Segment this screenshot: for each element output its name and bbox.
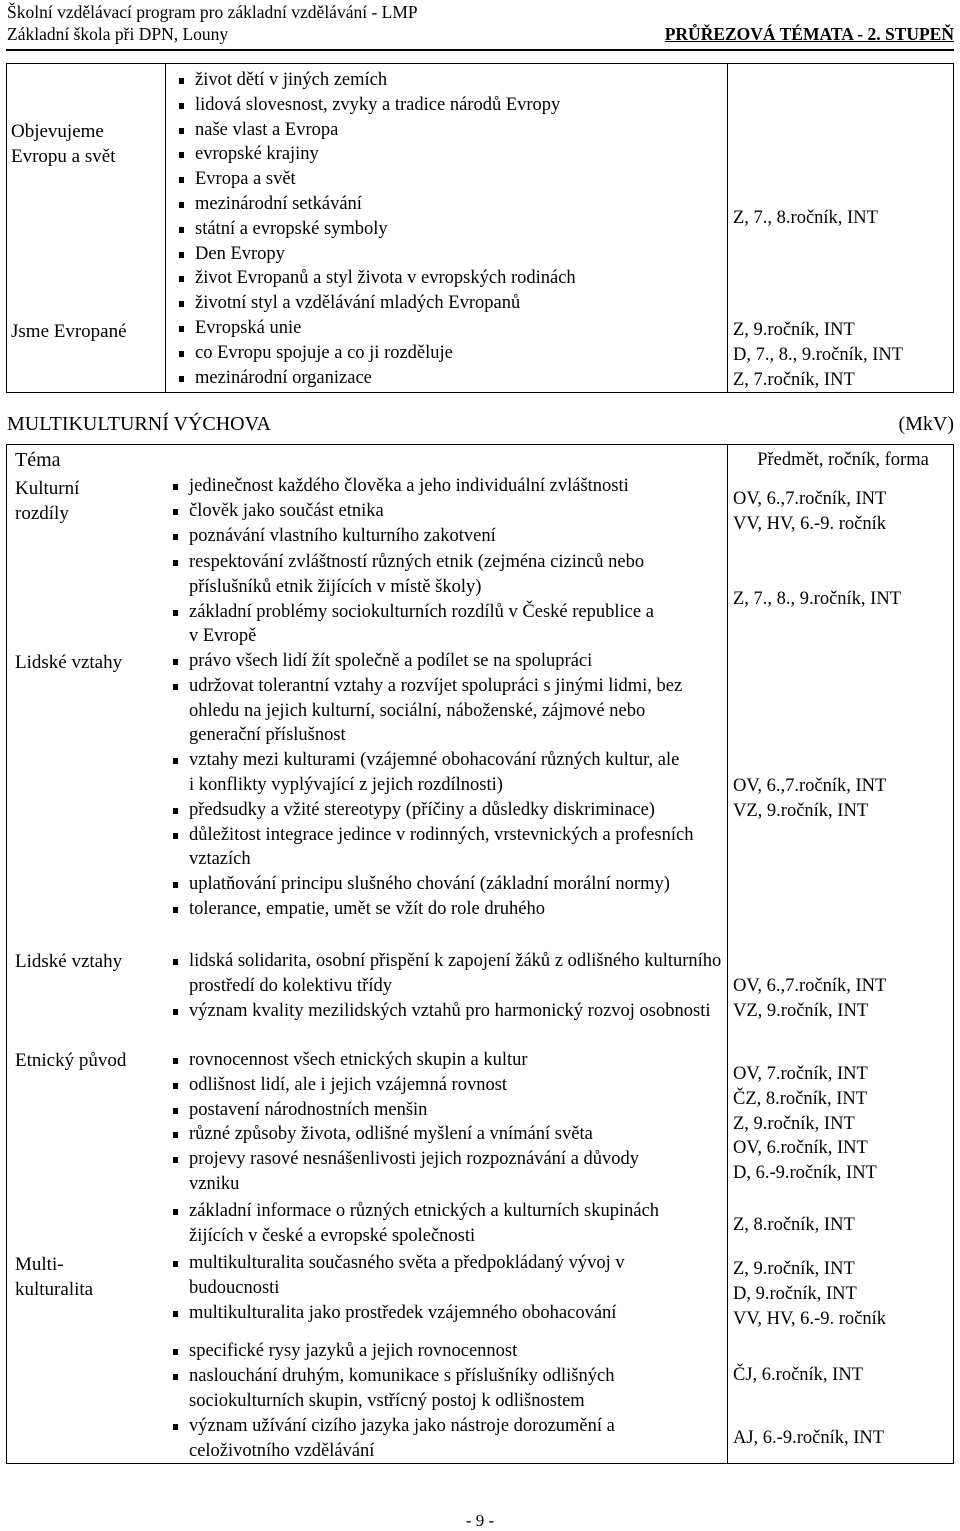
list-item: státní a evropské symboly (171, 217, 721, 242)
list-item: uplatňování principu slušného chování (základní morální normy) (165, 872, 719, 897)
list-item: rovnocennost všech etnických skupin a kultur (165, 1048, 665, 1073)
topic-items-list (165, 1251, 705, 1325)
mkv-table (6, 444, 954, 1464)
subject-line: VZ, 9.ročník, INT (733, 1000, 869, 1021)
subject-line: Z, 7., 8.ročník, INT (733, 208, 878, 228)
list-item: co Evropu spojuje a co ji rozděluje (171, 341, 721, 366)
list-item: význam kvality mezilidských vztahů pro harmonický rozvoj osobnosti (165, 999, 729, 1024)
list-item: lidská solidarita, osobní přispění k zapojení žáků z odlišného kulturního prostředí do kolektivu třídy (165, 949, 725, 999)
list-item: vztahy mezi kulturami (vzájemné obohacování různých kultur, ale i konflikty vyplývající z jejich rozdílnosti) (165, 748, 689, 798)
europe-items-list (171, 68, 721, 390)
subject-line: D, 7., 8., 9.ročník, INT (733, 344, 904, 365)
topic-items-list (165, 1048, 665, 1197)
list-item: Den Evropy (171, 242, 721, 267)
list-item: jedinečnost každého člověka a jeho individuální zvláštnosti (165, 474, 725, 499)
subject-line: AJ, 6.-9.ročník, INT (733, 1428, 885, 1448)
subject-cell (733, 1213, 855, 1238)
list-item: multikulturalita současného světa a předpokládaný vývoj v budoucnosti (165, 1251, 719, 1301)
list-item: poznávání vlastního kulturního zakotvení (165, 524, 725, 549)
topic-line: Multi- (15, 1254, 64, 1275)
list-item: Evropská unie (171, 316, 721, 341)
list-item: naslouchání druhým, komunikace s příslušníky odlišných sociokulturních skupin, vstřícný postoj k odlišnostem (165, 1364, 719, 1414)
topic-lidske-vztahy: Lidské vztahy (15, 652, 123, 673)
topic-kulturni-rozdily (15, 477, 155, 527)
subject-cell (733, 1257, 886, 1331)
list-item: multikulturalita jako prostředek vzájemného obohacování (165, 1301, 705, 1326)
europe-table (6, 63, 954, 393)
subject-line: Z, 7., 8., 9.ročník, INT (733, 589, 902, 609)
topic-items-list (165, 1199, 665, 1249)
list-item: evropské krajiny (171, 142, 721, 167)
topic-line: Kulturní (15, 478, 80, 499)
subject-line: OV, 6.ročník, INT (733, 1138, 868, 1159)
topic-items-list (165, 550, 665, 649)
subject-line: Z, 9.ročník, INT (733, 1259, 855, 1279)
subject-cell (733, 774, 886, 824)
subject-line: Z, 7.ročník, INT (733, 369, 855, 390)
topic-items-list (165, 474, 725, 548)
subject-cell (733, 1062, 877, 1186)
column-divider (727, 64, 728, 392)
topic-objevujeme: Objevujeme Evropu a svět (11, 121, 116, 167)
subject-line: ČZ, 8.ročník, INT (733, 1088, 868, 1109)
topic-items-list (165, 1414, 675, 1464)
subject-line: D, 9.ročník, INT (733, 1283, 857, 1304)
header-school-program: Školní vzdělávací program pro základní vzdělávání - LMP (7, 2, 418, 22)
column-header-topic: Téma (15, 449, 61, 471)
list-item: člověk jako součást etnika (165, 499, 725, 524)
column-divider (727, 445, 728, 1463)
subject-line: OV, 7.ročník, INT (733, 1064, 868, 1084)
subject-cell (733, 206, 878, 231)
header-rule (6, 49, 954, 51)
subject-line: VV, HV, 6.-9. ročník (733, 1308, 886, 1329)
subject-cell (733, 1363, 863, 1388)
list-item: mezinárodní setkávání (171, 192, 721, 217)
subject-line: OV, 6.,7.ročník, INT (733, 976, 887, 996)
list-item: různé způsoby života, odlišné myšlení a vnímání světa (165, 1122, 665, 1147)
subject-line: VZ, 9.ročník, INT (733, 800, 869, 821)
subject-cell (733, 487, 886, 537)
list-item: život dětí v jiných zemích (171, 68, 721, 93)
subject-cell (733, 1426, 884, 1451)
list-item: tolerance, empatie, umět se vžít do role druhého (165, 897, 725, 922)
header-section-title: PRŮŘEZOVÁ TÉMATA - 2. STUPEŇ (664, 24, 954, 44)
list-item: udržovat tolerantní vztahy a rozvíjet spolupráci s jinými lidmi, bez ohledu na jejich kulturní, sociální, náboženské, zájmové nebo generační příslušnost (165, 674, 689, 748)
subject-line: ČJ, 6.ročník, INT (733, 1365, 863, 1385)
list-item: základní problémy sociokulturních rozdílů v České republice a v Evropě (165, 600, 665, 650)
subject-line: Z, 8.ročník, INT (733, 1215, 855, 1235)
column-divider (165, 64, 166, 392)
list-item: mezinárodní organizace (171, 366, 721, 391)
topic-items-list (165, 1339, 705, 1413)
list-item: život Evropanů a styl života v evropských rodinách (171, 266, 721, 291)
list-item: lidová slovesnost, zvyky a tradice národů Evropy (171, 93, 721, 118)
list-item: specifické rysy jazyků a jejich rovnocennost (165, 1339, 705, 1364)
subject-line: OV, 6.,7.ročník, INT (733, 489, 887, 509)
subject-line: OV, 6.,7.ročník, INT (733, 776, 887, 796)
section-abbreviation: (MkV) (898, 413, 954, 435)
topic-items-list (165, 949, 725, 1023)
subject-line: Z, 9.ročník, INT (733, 320, 855, 340)
list-item: postavení národnostních menšin (165, 1098, 665, 1123)
list-item: projevy rasové nesnášenlivosti jejich rozpoznávání a důvody vzniku (165, 1147, 665, 1197)
topic-line: rozdíly (15, 502, 69, 524)
list-item: Evropa a svět (171, 167, 721, 192)
list-item: význam užívání cizího jazyka jako nástroje dorozumění a celoživotního vzdělávání (165, 1414, 675, 1464)
list-item: předsudky a vžité stereotypy (příčiny a důsledky diskriminace) (165, 798, 725, 823)
list-item: životní styl a vzdělávání mladých Evropanů (171, 291, 721, 316)
list-item: základní informace o různých etnických a kulturních skupinách žijících v české a evropské společnosti (165, 1199, 665, 1249)
subject-cell (733, 974, 886, 1024)
page-number: - 9 - (465, 1511, 495, 1530)
list-item: respektování zvláštností různých etnik (zejména cizinců nebo příslušníků etnik žijících v místě školy) (165, 550, 665, 600)
topic-etnicky-puvod: Etnický původ (15, 1050, 127, 1071)
subject-cell (733, 587, 901, 612)
topic-line: kulturalita (15, 1278, 94, 1300)
topic-multikulturalita (15, 1253, 155, 1303)
list-item: právo všech lidí žít společně a podílet se na spolupráci (165, 649, 725, 674)
list-item: důležitost integrace jedince v rodinných, vrstevnických a profesních vztazích (165, 823, 719, 873)
subject-cell (733, 318, 903, 392)
header-school-name: Základní škola při DPN, Louny (7, 24, 229, 44)
section-title: MULTIKULTURNÍ VÝCHOVA (7, 413, 271, 435)
subject-line: D, 6.-9.ročník, INT (733, 1163, 877, 1184)
topic-jsme-evropane: Jsme Evropané (11, 321, 127, 342)
topic-items-list (165, 649, 725, 922)
list-item: odlišnost lidí, ale i jejich vzájemná rovnost (165, 1073, 665, 1098)
column-header-subject: Předmět, ročník, forma (757, 450, 929, 470)
subject-line: VV, HV, 6.-9. ročník (733, 513, 886, 534)
subject-line: Z, 9.ročník, INT (733, 1113, 855, 1134)
list-item: naše vlast a Evropa (171, 118, 721, 143)
topic-lidske-vztahy-2: Lidské vztahy (15, 951, 123, 972)
